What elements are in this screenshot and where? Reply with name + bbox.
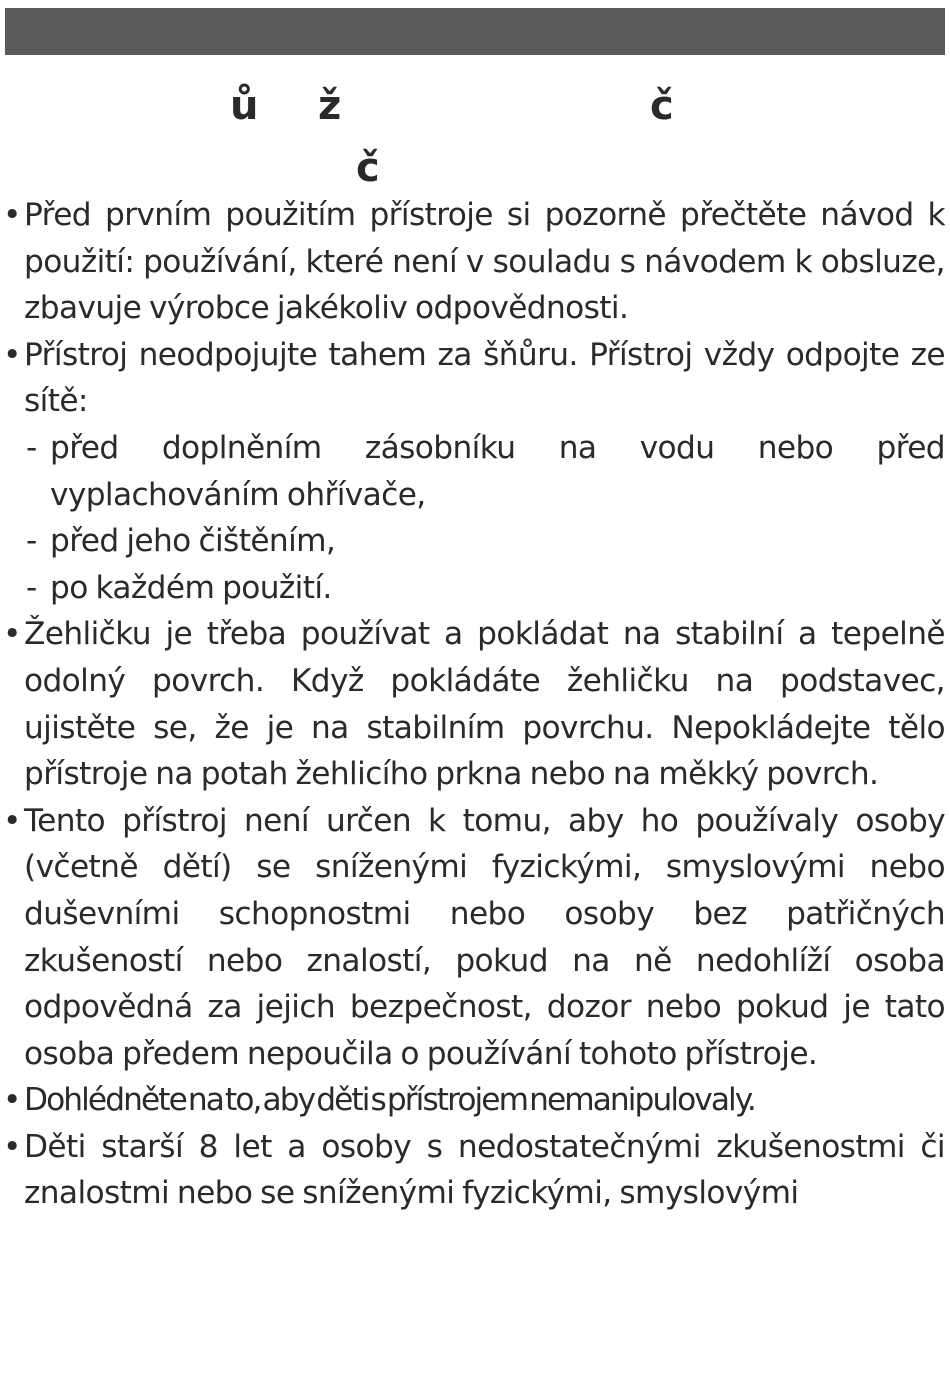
- bullet: •: [3, 616, 21, 653]
- list-item: [0, 798, 945, 1078]
- list-item-text: Dohlédněte na to, aby děti s přístrojem nemanipulovaly.: [24, 1082, 755, 1119]
- sub-list-item-text: před doplněním zásobníku na vodu nebo před vyplachováním ohřívače,: [50, 429, 945, 513]
- sub-list-item: [0, 425, 945, 518]
- bullet: •: [3, 1082, 20, 1119]
- bullet: •: [3, 802, 21, 839]
- title-glyph-4: č: [356, 145, 380, 191]
- title-glyph-2: ž: [318, 83, 342, 129]
- list-item: [0, 1124, 945, 1217]
- list-item-text: Žehličku je třeba používat a pokládat na stabilní a tepelně odolný povrch. Když pokládáte žehličku na podstavec, ujistěte se, že je na stabilním povrchu. Nepokládejte tělo přístroje na potah žehlicího prkna nebo na měkký povrch.: [24, 616, 945, 793]
- bullet: •: [3, 336, 21, 373]
- dash: -: [26, 523, 37, 560]
- dash: -: [26, 429, 37, 466]
- list-item: [0, 192, 945, 332]
- sub-list-item: [0, 565, 945, 612]
- list-item: [0, 611, 945, 797]
- sub-list-item-text: před jeho čištěním,: [50, 523, 336, 560]
- sub-list-item-text: po každém použití.: [50, 569, 332, 606]
- bullet: •: [3, 197, 21, 233]
- bullet: •: [3, 1128, 21, 1165]
- list-item-text: Přístroj neodpojujte tahem za šňůru. Přístroj vždy odpojte ze sítě:: [24, 336, 945, 420]
- sub-list-item: [0, 518, 945, 565]
- dash: -: [26, 569, 37, 606]
- list-item: [0, 1077, 945, 1124]
- list-item-text: Děti starší 8 let a osoby s nedostatečnými zkušenostmi či znalostmi nebo se sníženými fyzickými, smyslovými: [24, 1128, 945, 1212]
- list-item-text: Před prvním použitím přístroje si pozorně přečtěte návod k použití: používání, které není v souladu s návodem k obsluze, zbavuje výrobce jakékoliv odpovědnosti.: [24, 197, 945, 327]
- safety-instructions-list: [0, 192, 945, 1217]
- title-glyph-3: č: [650, 83, 674, 129]
- list-item-text: Tento přístroj není určen k tomu, aby ho používaly osoby (včetně dětí) se sníženými fyzickými, smyslovými nebo duševními schopnostmi nebo osoby bez patřičných zkušeností nebo znalostí, pokud na ně nedohlíží osoba odpovědná za jejich bezpečnost, dozor nebo pokud je tato osoba předem nepoučila o používání tohoto přístroje.: [24, 802, 945, 1072]
- title-glyph-1: ů: [230, 83, 259, 129]
- section-header-bar: [5, 8, 945, 55]
- list-item: [0, 332, 945, 425]
